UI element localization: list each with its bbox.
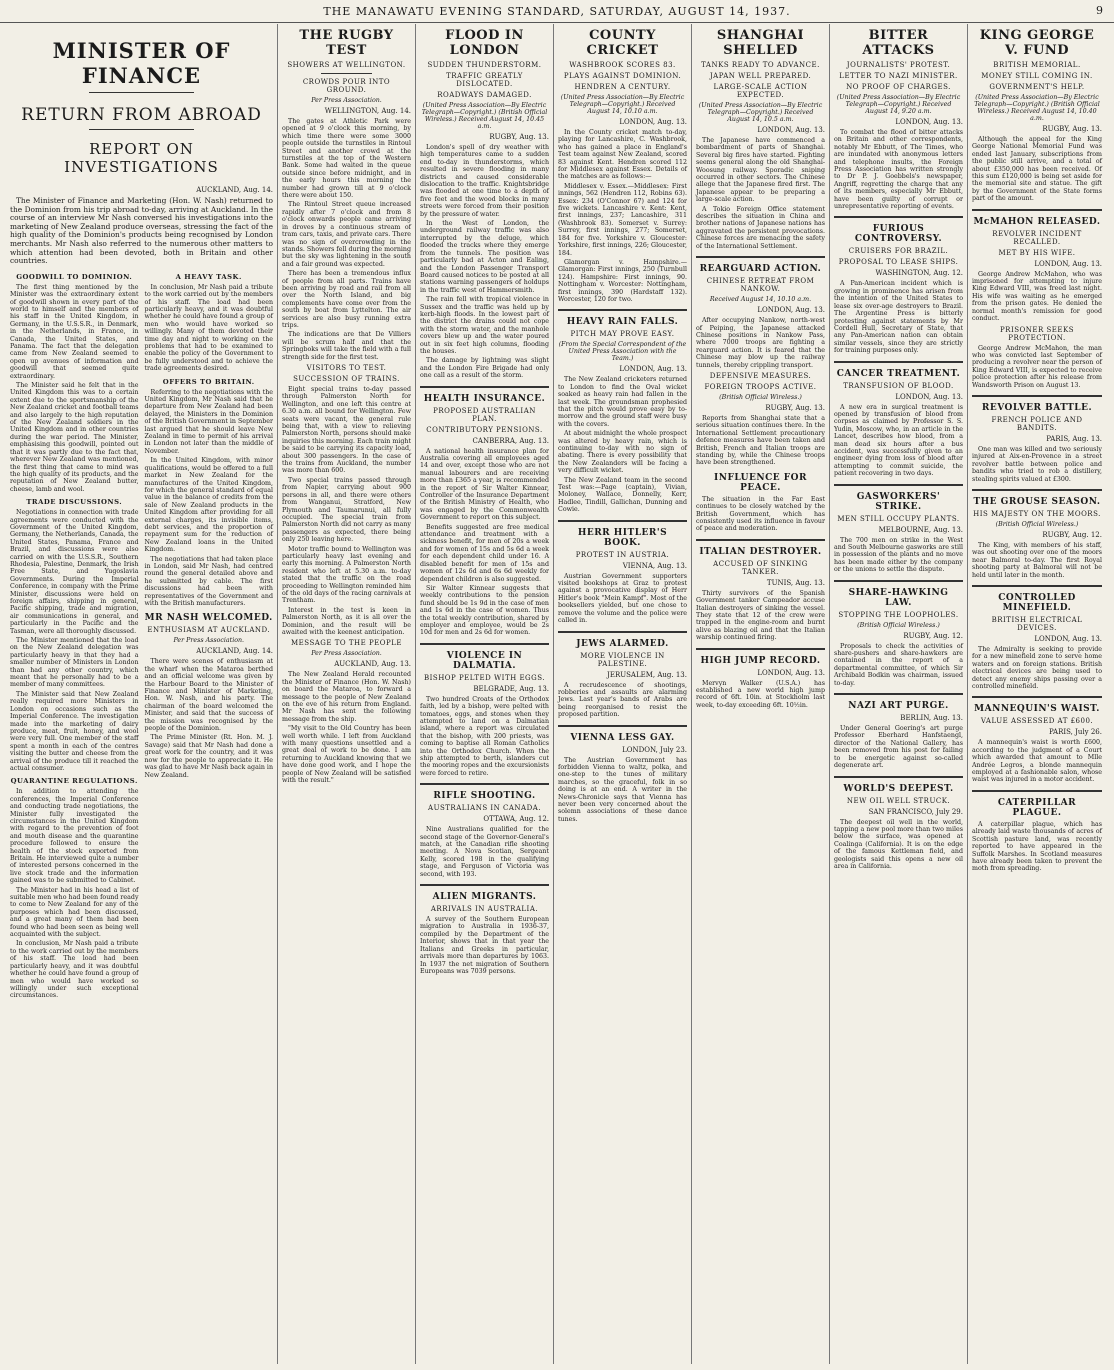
paragraph: Under General Goering's art purge Professor Eberhard Hanfstaengl, director of the National Gallery, has been removed from his post for failing to be energetic against so-called degenerate art. xyxy=(834,725,963,770)
paragraph: Benefits suggested are free medical attendance and treatment with a sickness benefit, for men of 20s a week and for women of 15s and 5s 6d a week for each dependent child under 16. A disabled benefit for men of 15s and women of 12s 6d and 6s 6d weekly for dependent children is also suggested. xyxy=(420,523,549,583)
headline: MANNEQUIN'S WAIST. xyxy=(974,704,1100,715)
headline: INFLUENCE FOR PEACE. xyxy=(714,472,807,493)
dateline: LONDON, Aug. 13. xyxy=(757,126,825,134)
paragraph: The King, with members of his staff, was out shooting over one of the moors near Balmoral to-day. The first Royal shooting party at Balmoral will not be held until later in the month. xyxy=(972,541,1102,579)
subhead: QUARANTINE REGULATIONS. xyxy=(10,777,138,786)
dateline: CANBERRA, Aug. 13. xyxy=(472,436,549,445)
divider xyxy=(972,696,1102,698)
paragraph: Nine Australians qualified for the second stage of the Governor-General's match, at the Canadian rifle shooting meeting. A Nova Scotian, Sergeant Kelly, scored 198 in the qualifying stage, and Ferguson of Victoria was second, with 193. xyxy=(420,826,549,878)
divider xyxy=(558,725,687,727)
headline: CONTROLLED MINEFIELD. xyxy=(998,593,1076,613)
subhead: VISITORS TO TEST. xyxy=(306,364,387,372)
paragraph: The negotiations that had taken place in London, said Mr Nash, had centred round the general detailed above and he submitted by cable. The first discussions had been with representatives of the Government and with the British manufacturers. xyxy=(144,555,273,607)
headline: REARGUARD ACTION. xyxy=(699,264,822,275)
headline: HIGH JUMP RECORD. xyxy=(700,655,821,666)
paragraph: Referring to the negotiations with the United Kingdom, Mr Nash said that he departure from New Zealand had been delayed, the Ministers in the Dominion of the British Government in September last argued that he should leave New Zealand in time to permit of his arrival in London not later than the middle of November. xyxy=(144,388,274,455)
subhead: VALUE ASSESSED AT £600. xyxy=(980,717,1094,726)
headline: CANCER TREATMENT. xyxy=(836,368,961,379)
paragraph: In the County cricket match to-day, playing for Lancashire, C. Washbrook, who has gained a place in England's Test team against New Zealand, scored 83 against Kent. Hendren scored 112 for Middlesex against Essex. Details of the matches are as follows:— xyxy=(558,129,687,181)
headline: MR NASH WELCOMED. xyxy=(144,613,273,624)
article-bitter-attacks xyxy=(830,24,968,1364)
subhead: PROPOSAL TO LEASE SHIPS. xyxy=(838,258,959,267)
paragraph: At about midnight the whole prospect was altered by heavy rain, which is continuing to-day with no sign of abating. There is every possibility that the New Zealanders will be facing a very difficult wicket. xyxy=(558,430,687,475)
subhead: SUDDEN THUNDERSTORM. xyxy=(427,61,542,69)
paragraph: A national health insurance plan for Australia covering all employees aged 14 and over, except those who are not manual labourers and are receiving more than £365 a year, is recommended in the report of Sir Walter Kinnear, Controller of the Insurance Department of the British Ministry of Health, who was engaged by the Commonwealth Government to report on this subject. xyxy=(420,447,549,522)
dateline: PARIS, Aug. 13. xyxy=(1046,434,1102,443)
paragraph: To combat the flood of bitter attacks on Britain and other correspondents, notably Mr Ebbutt, of The Times, who are inundated with anonymous letters and telephone insults, the Foreign Press Association has written strongly to Dr P. J. Goebbels's newspaper, Angriff, regretting the charge that any of its members, especially Mr Ebbutt, have been guilty of corrupt or unrepresentative reporting of events. xyxy=(834,129,963,211)
divider xyxy=(834,216,963,218)
paragraph: In conclusion, Mr Nash paid a tribute to the work carried out by the members of his staff. The load had been particularly heavy, and it was doubtful whether he could have found a group of men who would have worked so willingly. Many of them devoted their time day and night to working on the problems that had to be examined to enable the policy of the Government to be fully understood and to achieve the trade agreements desired. xyxy=(144,283,273,373)
article-king-george-fund xyxy=(968,24,1106,1364)
paragraph: A survey of the Southern European migration to Australia in 1936-37, compiled by the Department of the Interior, shows that in that year the Italians and Greeks in particular, arrivals more than departures by 1063. In 1937 the net migration of Southern Europeans was 7039 persons. xyxy=(420,916,549,975)
headline-return: RETURN FROM ABROAD xyxy=(21,105,262,125)
subhead: JOURNALISTS' PROTEST. xyxy=(846,61,951,69)
source-line: Per Press Association. xyxy=(173,637,245,645)
paragraph: The situation in the Far East continues to be closely watched by the British Government, which has consistently used its influence in favour of peace and moderation. xyxy=(696,495,825,533)
subhead: A HEAVY TASK. xyxy=(175,272,242,281)
dateline: RUGBY, Aug. 13. xyxy=(489,133,549,141)
paragraph: Middlesex v. Essex.—Middlesex: First innings, 562 (Hendren 112, Robins 63). Essex: 234 (O'Connor 67) and 124 for five wickets. Lancashire v. Kent: Kent, first innings, 237; Lancashire, 311 (Washbrook 83). Somerset v. Surrey: Surrey, first innings, 277; Somerset, 184 for five. Yorkshire v. Gloucester: Yorkshire, first innings, 226; Gloucester, 184. xyxy=(558,182,687,257)
subhead: FRENCH POLICE AND BANDITS. xyxy=(991,415,1083,432)
paragraph: The Prime Minister (Rt. Hon. M. J. Savage) said that Mr Nash had done a great work for the country, and it was now for the people to appreciate it. He was glad to have Mr Nash back again in New Zealand. xyxy=(144,734,273,779)
dateline: OTTAWA, Aug. 12. xyxy=(483,815,549,824)
subhead: AUSTRALIANS IN CANADA. xyxy=(428,804,541,813)
source-line: Per Press Association. xyxy=(311,650,382,658)
paragraph: In conclusion, Mr Nash paid a tribute to the work carried out by the members of his staff. The load had been particularly heavy, and it was doubtful whether he could have found a group of men who would have worked so willingly under such exceptional circumstances. xyxy=(10,940,139,1000)
divider xyxy=(420,884,549,886)
paragraph: The Minister said that New Zealand really required more Ministers in London on occasions such as the Imperial Conference. The investigation made into the marketing of dairy produce, meat, fruit, honey, and wool were very full. One member of the staff spent a month in each of the centres visiting the butter and cheese from the arrival of the produce till it reached the actual consumer. xyxy=(10,690,139,772)
subhead: WASHBROOK SCORES 83. xyxy=(569,61,676,69)
paragraph: In the United Kingdom, with minor qualifications, would be offered to a full market in New Zealand for the manufactures of the United Kingdom, for which the general standard of equal value in the balance of credits from the sale of New Zealand products in the United Kingdom after providing for all external charges, its invisible items, debt services, and the proportion of repayment sum for the reduction of New Zealand loans in the United Kingdom. xyxy=(144,457,273,554)
subhead: MORE VIOLENCE IN PALESTINE. xyxy=(580,651,665,668)
subhead: NO PROOF OF CHARGES. xyxy=(846,83,951,91)
paragraph: Reports from Shanghai state that a serious situation continues there. In the International Settlement precautionary defence measures have been taken and British, French and Italian troops are standing by, while the Chinese troops have been strengthened. xyxy=(696,414,825,467)
divider xyxy=(696,256,825,258)
masthead-title: THE MANAWATU EVENING STANDARD, SATURDAY, AUGUST 14, 1937. xyxy=(323,4,791,18)
two-column-body xyxy=(10,268,273,1002)
dateline: LONDON, Aug. 13. xyxy=(757,668,825,677)
source-line: (British Official Wireless.) xyxy=(857,621,940,629)
divider xyxy=(972,489,1102,491)
subhead: BRITISH ELECTRICAL DEVICES. xyxy=(991,616,1083,632)
source-line: (United Press Association—By Electric Telegraph—Copyright.) Received August 14, 10.5 a.m. xyxy=(698,102,823,123)
paragraph: After occupying Nankow, north-west of Peiping, the Japanese attacked Chinese positions in Nankow Pass, where 7000 troops are fighting a rearguard action. It is feared that the Chinese may blow up the railway tunnels, thereby crippling transport. xyxy=(696,317,825,369)
paragraph: A Tokio Foreign Office statement describes the situation in China and brother nations of Japanese nations has aggravated the persistent provocations. Chinese forces are menacing the safety of the International Settlement. xyxy=(696,205,825,250)
paragraph: In the West of London, the underground railway traffic was also interrupted by the deluge, which flooded the tracks where they emerge from the tunnels. The position was particularly bad at Acton and Ealing, and the London Passenger Transport Board caused notices to be posted at all stations warning passengers of holdups in the traffic west of Hammersmith. xyxy=(420,220,549,294)
subhead: HIS MAJESTY ON THE MOORS. xyxy=(973,509,1101,518)
dateline: RUGBY, Aug. 12. xyxy=(1042,530,1102,539)
paragraph: Proposals to check the activities of share-pushers and share-hawkers are contained in the report of a departmental committee, of which Sir Archibald Bodkin was chairman, issued to-day. xyxy=(834,642,963,687)
subhead: REVOLVER INCIDENT RECALLED. xyxy=(992,229,1082,246)
subhead: OFFERS TO BRITAIN. xyxy=(162,377,255,386)
paragraph: The New Zealand cricketers returned to London to find the Oval wicket soaked as heavy rain had fallen in the last week. The groundsman prophesied that the pitch would prove easy by to-morrow and the ground staff were busy with the covers. xyxy=(558,376,687,428)
subhead: CONTRIBUTORY PENSIONS. xyxy=(426,425,543,434)
page-number: 9 xyxy=(1096,4,1104,17)
dateline: AUCKLAND, Aug. 14. xyxy=(196,647,273,656)
dateline: AUCKLAND, Aug. 13. xyxy=(334,660,411,669)
paragraph: A recrudescence of shootings, robberies and assaults are alarming Jews. Last year's bands of Arabs are being reorganised to resist the proposed partition. xyxy=(558,681,687,719)
source-line: Per Press Association. xyxy=(311,97,382,104)
paragraph: The Minister mentioned that the load on the New Zealand delegation was particularly heavy in that they had a smaller number of Ministers in London than had any other country, which meant that he personally had to be a member of many committees. xyxy=(10,637,139,689)
headline: SHARE-HAWKING LAW. xyxy=(848,587,949,608)
divider xyxy=(834,484,963,486)
dateline: VIENNA, Aug. 13. xyxy=(622,561,687,570)
dateline: RUGBY, Aug. 13. xyxy=(765,403,825,412)
dateline: BELGRADE, Aug. 13. xyxy=(473,684,549,693)
subhead: JAPAN WELL PREPARED. xyxy=(709,72,812,80)
headline: FLOOD IN LONDON xyxy=(445,28,524,58)
divider xyxy=(972,790,1102,792)
subhead: PLAYS AGAINST DOMINION. xyxy=(563,72,682,80)
subhead: MESSAGE TO THE PEOPLE xyxy=(291,639,402,648)
divider xyxy=(558,631,687,633)
headline: REVOLVER BATTLE. xyxy=(981,402,1093,413)
subhead: GOVERNMENT'S HELP. xyxy=(989,83,1085,91)
subhead: ARRIVALS IN AUSTRALIA. xyxy=(430,905,539,914)
headline: McMAHON RELEASED. xyxy=(973,216,1101,227)
dateline: WASHINGTON, Aug. 12. xyxy=(875,269,963,278)
source-line: (United Press Association—By Electric Telegraph—Copyright.) Received August 14, 9.20 a.m. xyxy=(836,94,961,115)
dateline: LONDON, Aug. 13. xyxy=(619,365,687,374)
headline: VIENNA LESS GAY. xyxy=(570,732,675,743)
paragraph: The Minister had in his head a list of suitable men who had been found ready to come to New Zealand for any of the purposes which had been discussed, and a great many of them had been found who had been seen as being well acquainted with the subject. xyxy=(10,886,139,939)
paragraph: The New Zealand Herald recounted the Minister of Finance (Hon. W. Nash) on board the Mataroa, to forward a message to the people of New Zealand on the eve of his return from England. Mr Nash has sent the following message from the ship. xyxy=(282,671,411,723)
headline: JEWS ALARMED. xyxy=(576,638,669,649)
subhead: TRADE DISCUSSIONS. xyxy=(26,498,123,507)
article-county-cricket xyxy=(554,24,692,1364)
dateline: LONDON, July 23. xyxy=(622,745,687,754)
paragraph: The damage by lightning was slight and the London Fire Brigade had only one call as a result of the storm. xyxy=(420,357,549,380)
paragraph: The Admiralty is seeking to provide for a new minefield zone to serve home waters and on foreign stations. British electrical devices are being used to detect any enemy ships passing over a controlled minefield. xyxy=(972,646,1102,691)
headline: HEALTH INSURANCE. xyxy=(423,393,546,404)
paragraph: Two hundred Croats of the Orthodox faith, led by a bishop, were pelted with tomatoes, eggs, and stones when they attempted to land on a Dalmatian island, where a report was circulated that the bishop, with 200 priests, was coming to baptise all Roman Catholics into the Orthodox Church. When the ship attempted to berth, islanders cut the mooring ropes and the excursionists were forced to retire. xyxy=(420,695,549,777)
divider xyxy=(696,648,825,650)
divider xyxy=(972,395,1102,397)
dateline: LONDON, Aug. 13. xyxy=(895,392,963,401)
subhead: ROADWAYS DAMAGED. xyxy=(437,91,532,99)
subhead: LARGE-SCALE ACTION EXPECTED. xyxy=(713,83,808,99)
paragraph: London's spell of dry weather with high temperatures came to a sudden end to-day in thunderstorms, which resulted in severe flooding in many districts and caused considerable dislocation to the traffic. Knightsbridge was flooded at one time to a depth of five feet and the wood blocks in many streets were forced from their position by the pressure of water. xyxy=(420,144,549,218)
paragraph: Glamorgan v. Hampshire.—Glamorgan: First innings, 250 (Turnbull 124). Hampshire: First innings, 90. Nottingham v. Worcester: Nottingham, first innings, 390 (Hardstaff 132). Worcester, 120 for two. xyxy=(558,258,687,303)
paragraph: Two special trains passed through from Napier, carrying about 900 persons in all, and there were others from Wanganui, Stratford, New Plymouth and Taumarunui, all fully occupied. The special train from Palmerston North did not carry as many passengers as expected, there being only 250 leaving here. xyxy=(282,476,411,544)
subhead: PRISONER SEEKS PROTECTION. xyxy=(999,325,1075,342)
paragraph: There has been a tremendous influx of people from all parts. Trains have been arriving by road and rail from all over the North Island, and big complements have come over from the south by boat from Lyttelton. The air services are also busy running extra trips. xyxy=(282,270,411,329)
divider xyxy=(89,129,194,130)
subhead: CRUISERS FOR BRAZIL. xyxy=(848,247,949,256)
source-line: (British Official Wireless.) xyxy=(995,520,1079,528)
headline: ITALIAN DESTROYER. xyxy=(699,546,822,557)
paragraph: Motor traffic bound to Wellington was particularly heavy last evening and early this morning. A Palmerston North resident who left at 5.30 a.m. to-day stated that the traffic on the road proceeding to Wellington reminded him of the old days of the racing carnivals at Trentham. xyxy=(282,545,411,605)
subhead: TRAFFIC GREATLY DISLOCATED. xyxy=(446,72,523,88)
subhead: PITCH MAY PROVE EASY. xyxy=(570,330,675,339)
paragraph: The Rintoul Street queue increased rapidly after 7 o'clock and from 8 o'clock onwards people came arriving in droves by a continuous stream of tram cars, taxis, and private cars. There was no sign of overcrowding in the stands. Showers fell during the morning but the sky was lightening in the south and a fair ground was expected. xyxy=(282,201,411,268)
source-line: Received August 14, 10.10 a.m. xyxy=(709,296,812,304)
headline: HEAVY RAIN FALLS. xyxy=(566,317,679,328)
paragraph: Eight special trains to-day passed through Palmerston North for Wellington, and one left this centre at 6.30 a.m. all bound for Wellington. Few seats were vacant, the general rule being that, with a view to relieving Palmerston North, persons should make inquiries this morning. Each train might be said to be carrying its capacity load, about 300 passengers. In the case of the trains from Auckland, the number was more than 600. xyxy=(282,386,411,475)
paragraph: Sir Walter Kinnear suggests that weekly contributions to the pension fund should be 1s 9d in the case of men and 1s 6d in the case of women. Thus the total weekly contribution, shared by employer and employee, would be 2s 10d for men and 2s 6d for women. xyxy=(420,584,549,637)
headline: HERR HITLER'S BOOK. xyxy=(577,527,668,548)
article-flood-in-london xyxy=(416,24,554,1364)
dateline: LONDON, Aug. 13. xyxy=(757,306,825,315)
paragraph: Thirty survivors of the Spanish Government tanker Campeador accuse Italian destroyers of sinking the vessel. They state that 12 of the crew were trapped in the engine-room and burnt alive as blazing oil and that the Italian warship continued firing. xyxy=(696,589,825,642)
divider xyxy=(696,539,825,541)
dateline: MELBOURNE, Aug. 13. xyxy=(878,525,963,534)
headline: SHANGHAI SHELLED xyxy=(716,28,805,58)
divider xyxy=(972,585,1102,587)
subhead: ENTHUSIASM AT AUCKLAND. xyxy=(147,626,271,635)
headline: FURIOUS CONTROVERSY. xyxy=(854,224,943,245)
paragraph: A Pan-American incident which is growing in prominence has arisen from the intention of the United States to lease six over-age destroyers to Brazil. The Argentine Press is bitterly protesting against statements by Mr Cordell Hull, Secretary of State, that any Pan-American nation can obtain similar vessels, since they are strictly for training purposes only. xyxy=(834,280,963,355)
divider xyxy=(321,73,373,74)
headline: GASWORKERS' STRIKE. xyxy=(856,491,941,512)
paragraph: There were scenes of enthusiasm at the wharf when the Mataroa berthed and an official welcome was given by the Harbour Board to the Minister of Finance and Minister of Marketing, Hon. W. Nash, and his party. The chairman of the board welcomed the Minister, and said that the success of the mission was recognised by the people of the Dominion. xyxy=(144,658,273,733)
paragraph: A new era in surgical treatment is opened by transfusion of blood from corpses as claimed by Professor S. S. Yudin, Moscow, who, in an article in the Lancet, describes how blood, from a man dead six hours after a bus accident, was successfully given to an engineer dying from loss of blood after attempting to commit suicide, the patient recovering in two days. xyxy=(834,403,963,478)
headline-report: REPORT ON INVESTIGATIONS xyxy=(64,140,219,176)
divider xyxy=(420,386,549,388)
divider xyxy=(420,643,549,645)
subhead: STOPPING THE LOOPHOLES. xyxy=(838,610,959,619)
paragraph: The rain fell with tropical violence in Sussex and the traffic was held up by kerb-high floods. In the lowest part of the district the drains could not cope with the storm water, and the manhole covers blew up and the water poured out in six feet high columns, flooding the houses. xyxy=(420,296,549,355)
divider xyxy=(972,209,1102,211)
subhead: CHINESE RETREAT FROM NANKOW. xyxy=(706,277,815,294)
subhead: SHOWERS AT WELLINGTON. xyxy=(287,61,406,69)
dateline: LONDON, Aug. 13. xyxy=(895,118,963,126)
headline: RIFLE SHOOTING. xyxy=(433,791,536,802)
paragraph: Negotiations in connection with trade agreements were conducted with the Government of the United Kingdom, Germany, the Netherlands, Canada, the United States, Panama, France and Brazil, and discussions were also carried on with the U.S.S.R., Southern Rhodesia, Palestine, Denmark, the Irish Free State, and Yugoslavia Governments. During the Imperial Conference, in company with the Prime Minister, discussions were held on foreign affairs, shipping in general, Pacific shipping, trade and migration, air communications in general, and particularly in the Pacific and the Tasman, were all thoroughly discussed. xyxy=(10,509,139,635)
paragraph: The Japanese have commenced a bombardment of parts of Shanghai. Several big fires have started. Fighting seems general along the old Shanghai-Woosung railway. Sporadic sniping occurred in other sectors. The Chinese allege that the Japanese fired first. The Japanese appear to be preparing a large-scale action. xyxy=(696,137,825,204)
dateline: AUCKLAND, Aug. 14. xyxy=(196,186,273,194)
paragraph: The Austrian Government has forbidden Vienna to waltz, polka, and one-step to the tunes of military marches, so the graceful, folk in so doing is at an end. A writer in the News-Chronicle says that Vienna has never been very concerned about the solemn associations of these dance tunes. xyxy=(558,756,687,823)
subhead: ACCUSED OF SINKING TANKER. xyxy=(713,559,808,576)
source-line: (United Press Association—By Electric Telegraph—Copyright.) (British Official Wireless.) Received August 14, 10.40 a.m. xyxy=(974,94,1100,122)
paragraph: The gates at Athletic Park were opened at 9 o'clock this morning, by which time there were some 3000 people outside the turnstiles in Rintoul Street and another crowd at the turnstiles at the top of the Western Bank. Some had waited in the queue outside since before midnight, and in the early hours this morning the number had grown till at 9 o'clock there were about 150. xyxy=(282,118,411,200)
article-minister-of-finance xyxy=(6,24,278,1364)
subhead: MEN STILL OCCUPY PLANTS. xyxy=(837,514,960,523)
divider xyxy=(558,520,687,522)
dateline: SAN FRANCISCO, July 29. xyxy=(868,807,963,816)
headline: COUNTY CRICKET xyxy=(586,28,659,58)
masthead xyxy=(0,0,1114,23)
divider xyxy=(834,693,963,695)
subhead: DEFENSIVE MEASURES. xyxy=(709,371,812,380)
subhead: SUCCESSION OF TRAINS. xyxy=(293,375,400,383)
subhead: PROPOSED AUSTRALIAN PLAN. xyxy=(433,406,536,423)
subhead: GOODWILL TO DOMINION. xyxy=(16,272,133,281)
dateline: WELLINGTON, Aug. 14. xyxy=(324,107,411,115)
divider xyxy=(420,783,549,785)
divider xyxy=(558,309,687,311)
paragraph: The 700 men on strike in the West and South Melbourne gasworks are still in possession of the plants and no move has been made either by the company or the unions to settle the dispute. xyxy=(834,536,963,574)
subhead: BISHOP PELTED WITH EGGS. xyxy=(423,673,546,682)
dateline: TUNIS, Aug. 13. xyxy=(766,578,825,587)
article-rugby-test xyxy=(278,24,416,1364)
dateline: LONDON, Aug. 13. xyxy=(1034,635,1102,643)
paragraph: A mannequin's waist is worth £600, according to the judgment of a Court which awarded that amount to Mlle Andrée Legros, a blonde mannequin employed at a fashionable salon, whose waist was injured in a motor accident. xyxy=(972,739,1102,784)
divider xyxy=(834,580,963,582)
headline: NAZI ART PURGE. xyxy=(848,701,949,712)
subhead: TRANSFUSION OF BLOOD. xyxy=(843,381,954,390)
headline: CATERPILLAR PLAGUE. xyxy=(997,797,1077,818)
source-line: (United Press Association—By Electric Telegraph—Copyright.) Received August 14, 10.10 a.m. xyxy=(560,94,685,115)
divider xyxy=(834,361,963,363)
source-line: (British Official Wireless.) xyxy=(719,393,802,401)
dateline: LONDON, Aug. 13. xyxy=(619,118,687,126)
paragraph: One man was killed and two seriously injured at Aix-en-Provence in a street revolver battle between police and bandits who tried to rob a distillery, stealing spirits valued at £300. xyxy=(972,445,1102,483)
article-shanghai-shelled xyxy=(692,24,830,1364)
source-line: (From the Special Correspondent of the United Press Association with the Team.) xyxy=(558,341,687,363)
headline: ALIEN MIGRANTS. xyxy=(432,892,537,903)
paragraph: Although the appeal for the King George National Memorial Fund was ended last January, subscriptions from the public still arrive, and a total of about £350,000 has been received. Of this sum £120,000 is being set aside for the memorial site and statue. The gift by the Government of the State forms part of the amount. xyxy=(972,136,1102,203)
headline: WORLD'S DEEPEST. xyxy=(843,783,954,794)
paragraph: In addition to attending the conferences, the Imperial Conference and conducting trade negotiations, the Minister fully investigated the circumstances in the United Kingdom with regard to the prevention of foot and mouth disease and the quarantine procedure followed to ensure the health of the stock exported from Britain. He interviewed quite a number of interested persons concerned in the live stock trade and the information gained was to be submitted to Cabinet. xyxy=(10,788,139,885)
paragraph: Interest in the test is keen in Palmerston North, as it is all over the Dominion, and the result will be awaited with the keenest anticipation. xyxy=(282,606,411,636)
subhead: MONEY STILL COMING IN. xyxy=(981,72,1093,80)
dateline: BERLIN, Aug. 13. xyxy=(900,714,963,723)
paragraph: A caterpillar plague, which has already laid waste thousands of acres of Scottish pasture land, was recently reported to have appeared in the Suffolk Marshes. In Scotland measures have already been taken to prevent the moth from spreading. xyxy=(972,820,1102,873)
dateline: PARIS, July 26. xyxy=(1048,728,1102,737)
headline: BITTER ATTACKS xyxy=(862,28,935,58)
headline-minister: MINISTER OF FINANCE xyxy=(52,38,231,88)
dateline: RUGBY, Aug. 12. xyxy=(903,631,963,640)
paragraph: George Andrew McMahon, who was imprisoned for attempting to injure King Edward VIII, was freed last night. His wife was waiting as he emerged from the prison gates. He denied the normal month's remission for good conduct. xyxy=(972,270,1102,323)
intro-paragraph: The Minister of Finance and Marketing (Hon. W. Nash) returned to the Dominion from his trip abroad to-day, arriving at Auckland. In the course of an interview Mr Nash conversed his investigations into the marketing of New Zealand produce overseas, stressing the fact of the high quality of the Dominion's products being recognised by London merchants. Mr Nash also referred to the numerous other matters to which attention had been devoted, both in Britain and other countries. xyxy=(10,196,273,266)
subhead: BRITISH MEMORIAL. xyxy=(993,61,1081,69)
subhead: LETTER TO NAZI MINISTER. xyxy=(839,72,958,80)
subhead: TANKS READY TO ADVANCE. xyxy=(701,61,820,69)
paragraph: Mervyn Walker (U.S.A.) has established a new world high jump record of 6ft. 10in. at Stockholm last week, to-day exceeding 6ft. 10½in. xyxy=(696,679,825,709)
dateline: LONDON, Aug. 13. xyxy=(1034,259,1102,268)
paragraph: The indications are that De Villiers will be scrum half and that the Springboks will take the field with a full strength side for the first test. xyxy=(282,331,411,361)
subhead: NEW OIL WELL STRUCK. xyxy=(846,796,951,805)
paragraph: The New Zealand team in the second Test was:—Page (captain), Vivian, Moloney, Wallace, Donnelly, Kerr, Hadlee, Tindill, Gallichan, Dunning and Cowie. xyxy=(558,476,687,514)
paragraph: George Andrew McMahon, the man who was convicted last September of producing a revolver near the person of King Edward VIII, is expected to receive police protection after his release from Wandsworth Prison on August 13. xyxy=(972,344,1102,389)
subhead: MET BY HIS WIFE. xyxy=(998,248,1076,257)
dateline: RUGBY, Aug. 13. xyxy=(1042,125,1102,133)
paragraph: Austrian Government supporters visited bookshops at Graz to protest against a provocative display of Herr Hitler's book "Mein Kampf". Most of the booksellers yielded, but one chose to remove the volume and the police were called in. xyxy=(558,572,687,625)
source-line: (United Press Association—By Electric Telegraph—Copyright.) (British Official Wireless.) Received August 14, 10.45 a.m. xyxy=(421,102,548,130)
headline: VIOLENCE IN DALMATIA. xyxy=(446,650,523,671)
headline: THE GROUSE SEASON. xyxy=(973,496,1101,507)
paragraph: The deepest oil well in the world, tapping a new pool more than two miles below the surface, was opened at Coalinga (California). It is on the edge of the famous Kettleman field, and geologists said this opens a new oil area in California. xyxy=(834,818,963,870)
paragraph: "My visit to the Old Country has been well worth while. I left from Auckland with many questions unsettled and a great deal of work to be done. I am returning to Auckland knowing that we have done good work, and I hope the people of New Zealand will be satisfied with the result." xyxy=(282,725,411,785)
paragraph: The first thing mentioned by the Minister was the extraordinary extent of goodwill shown in every part of the world to himself and the members of his staff in the United Kingdom, in Germany, in the U.S.S.R., in Denmark, in the Netherlands, in France, in Canada, the United States, and Panama. The fact that the delegation came from New Zealand seemed to open up avenues of information and goodwill that seemed quite extraordinary. xyxy=(10,283,139,380)
divider xyxy=(834,776,963,778)
headline: KING GEORGE V. FUND xyxy=(979,28,1095,58)
paragraph: The Minister said he felt that in the United Kingdom this was to a certain extent due to the sportsmanship of the New Zealand cricket and football teams and also largely to the high reputation of the New Zealand soldiers in the United Kingdom and in other countries during the war period. The Minister, emphasising this goodwill, pointed out that it was partly due to the fact that, wherever New Zealand was mentioned, the first thing that came to mind was the high quality of its products, and the reputation of New Zealand butter, cheese, lamb and wool. xyxy=(10,382,139,493)
newspaper-page xyxy=(6,24,1110,1364)
divider xyxy=(89,92,194,93)
subhead: PROTEST IN AUSTRIA. xyxy=(575,550,670,559)
subhead: FOREIGN TROOPS ACTIVE. xyxy=(704,382,817,391)
subhead: HENDREN A CENTURY. xyxy=(574,83,671,91)
headline: THE RUGBY TEST xyxy=(299,28,394,58)
dateline: JERUSALEM, Aug. 13. xyxy=(607,670,687,679)
subhead: CROWDS POUR INTO GROUND. xyxy=(302,78,391,94)
